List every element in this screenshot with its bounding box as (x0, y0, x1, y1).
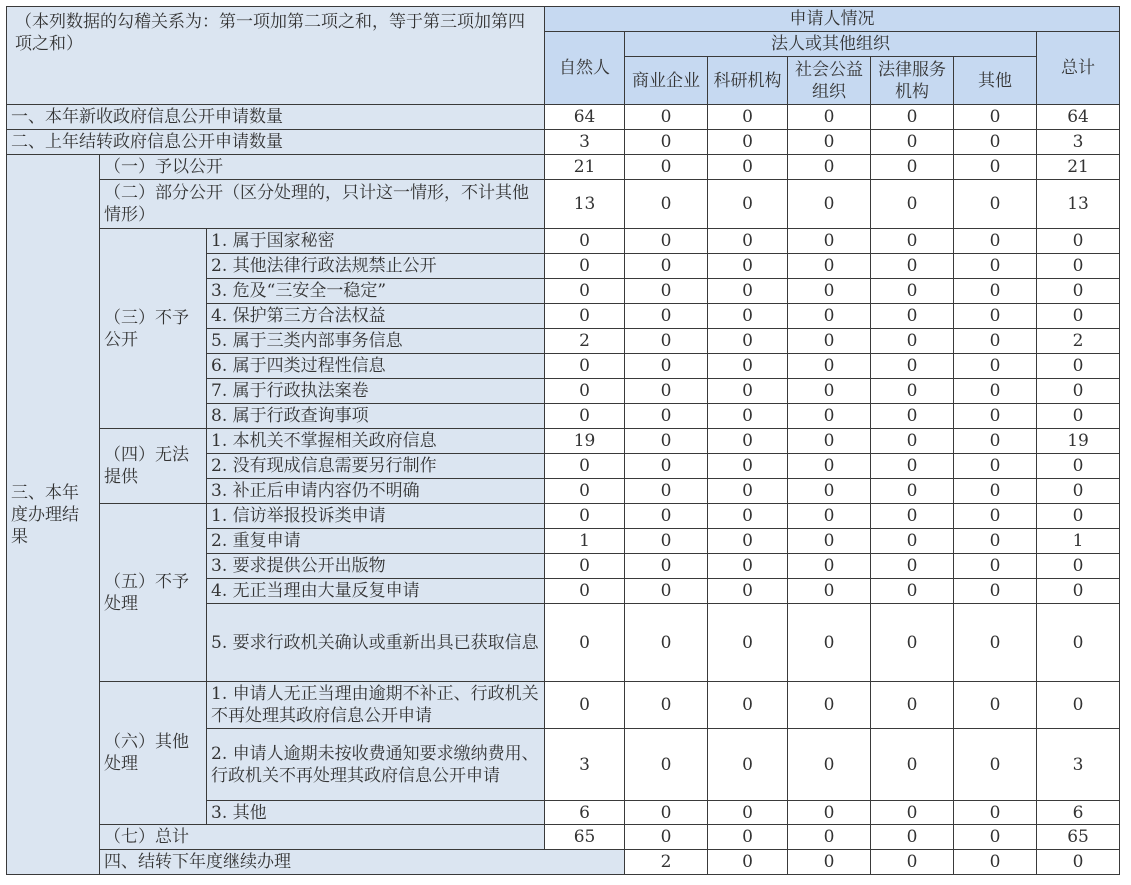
cell-value: 0 (708, 254, 788, 279)
cell-value: 0 (625, 579, 708, 604)
cell-value: 0 (871, 825, 954, 850)
cell-value: 0 (625, 155, 708, 180)
table-row (7, 155, 1120, 180)
cell-value: 0 (788, 279, 871, 304)
cell-value: 0 (625, 229, 708, 254)
item-label: 4. 保护第三方合法权益 (207, 304, 545, 329)
cell-value: 0 (954, 604, 1037, 682)
cell-value: 2 (545, 329, 625, 354)
cell-value: 0 (788, 850, 871, 875)
cell-value: 0 (545, 379, 625, 404)
cell-value: 0 (871, 729, 954, 801)
group-label: （三）不予公开 (100, 229, 207, 429)
cell-value: 13 (545, 180, 625, 229)
cell-value: 0 (625, 254, 708, 279)
applicant-header: 申请人情况 (545, 7, 1120, 32)
item-label: 1. 属于国家秘密 (207, 229, 545, 254)
cell-value: 0 (1037, 254, 1120, 279)
cell-value: 19 (545, 429, 625, 454)
cell-value: 0 (1037, 379, 1120, 404)
cell-value: 0 (625, 729, 708, 801)
cell-value: 0 (708, 105, 788, 130)
item-label: 7. 属于行政执法案卷 (207, 379, 545, 404)
cell-value: 0 (625, 279, 708, 304)
cell-value: 0 (871, 604, 954, 682)
cell-value: 0 (871, 279, 954, 304)
cell-value: 0 (954, 850, 1037, 875)
cell-value: 0 (708, 850, 788, 875)
cell-value: 6 (1037, 801, 1120, 825)
cell-value: 0 (788, 429, 871, 454)
cell-value: 0 (788, 404, 871, 429)
group-label: （六）其他处理 (100, 682, 207, 825)
natural-person-header: 自然人 (545, 32, 625, 105)
cell-value: 0 (788, 354, 871, 379)
row-label: （二）部分公开（区分处理的，只计这一情形，不计其他情形） (100, 180, 545, 229)
cell-value: 0 (708, 229, 788, 254)
row-label: （七）总计 (100, 825, 545, 850)
cell-value: 3 (545, 729, 625, 801)
section3-label: 三、本年度办理结果 (7, 155, 100, 875)
cell-value: 0 (1037, 504, 1120, 529)
cell-value: 0 (708, 379, 788, 404)
row-label: 一、本年新收政府信息公开申请数量 (7, 105, 545, 130)
cell-value: 0 (545, 454, 625, 479)
table-row (7, 180, 1120, 229)
cell-value: 0 (1037, 279, 1120, 304)
cell-value: 0 (954, 554, 1037, 579)
cell-value: 0 (708, 529, 788, 554)
item-label: 2. 重复申请 (207, 529, 545, 554)
cell-value: 0 (954, 229, 1037, 254)
cell-value: 0 (954, 354, 1037, 379)
cell-value: 0 (625, 604, 708, 682)
group-label: （四）无法提供 (100, 429, 207, 504)
cell-value: 0 (871, 304, 954, 329)
cell-value: 0 (954, 529, 1037, 554)
cell-value: 0 (708, 729, 788, 801)
cell-value: 0 (1037, 404, 1120, 429)
cell-value: 0 (625, 504, 708, 529)
cell-value: 3 (1037, 729, 1120, 801)
item-label: 8. 属于行政查询事项 (207, 404, 545, 429)
cell-value: 0 (708, 604, 788, 682)
cell-value: 0 (954, 155, 1037, 180)
item-label: 3. 补正后申请内容仍不明确 (207, 479, 545, 504)
cell-value: 0 (545, 354, 625, 379)
cell-value: 13 (1037, 180, 1120, 229)
cell-value: 0 (871, 105, 954, 130)
cell-value: 0 (545, 229, 625, 254)
cell-value: 0 (708, 579, 788, 604)
item-label: 5. 属于三类内部事务信息 (207, 329, 545, 354)
total-header: 总计 (1037, 32, 1120, 105)
cell-value: 0 (625, 682, 708, 729)
cell-value: 0 (788, 329, 871, 354)
cell-value: 0 (954, 729, 1037, 801)
cell-value: 0 (1037, 579, 1120, 604)
cell-value: 0 (625, 554, 708, 579)
cell-value: 0 (788, 504, 871, 529)
item-label: 2. 申请人逾期未按收费通知要求缴纳费用、行政机关不再处理其政府信息公开申请 (207, 729, 545, 801)
cell-value: 0 (788, 729, 871, 801)
cell-value: 0 (954, 379, 1037, 404)
table-row (7, 682, 1120, 729)
cell-value: 0 (1037, 479, 1120, 504)
cell-value: 0 (788, 529, 871, 554)
cell-value: 0 (1037, 850, 1120, 875)
cell-value: 1 (545, 529, 625, 554)
cell-value: 0 (871, 180, 954, 229)
item-label: 1. 信访举报投诉类申请 (207, 504, 545, 529)
cell-value: 0 (708, 404, 788, 429)
cell-value: 0 (954, 254, 1037, 279)
table-row (7, 229, 1120, 254)
cell-value: 0 (871, 404, 954, 429)
cell-value: 0 (954, 801, 1037, 825)
cell-value: 0 (954, 682, 1037, 729)
cell-value: 0 (708, 130, 788, 155)
cell-value: 3 (1037, 130, 1120, 155)
cell-value: 0 (625, 479, 708, 504)
cell-value: 0 (871, 850, 954, 875)
cell-value: 0 (1037, 454, 1120, 479)
cell-value: 0 (545, 604, 625, 682)
cell-value: 0 (954, 579, 1037, 604)
cell-value: 0 (788, 155, 871, 180)
cell-value: 0 (788, 801, 871, 825)
table-row (7, 130, 1120, 155)
legal-service-header: 法律服务机构 (871, 57, 954, 105)
cell-value: 0 (788, 130, 871, 155)
cell-value: 0 (625, 105, 708, 130)
cell-value: 0 (788, 554, 871, 579)
cell-value: 0 (788, 454, 871, 479)
government-info-disclosure-table (6, 6, 1120, 875)
cell-value: 0 (788, 180, 871, 229)
row-label: 二、上年结转政府信息公开申请数量 (7, 130, 545, 155)
cell-value: 0 (708, 825, 788, 850)
cell-value: 0 (708, 354, 788, 379)
cell-value: 0 (545, 479, 625, 504)
cell-value: 0 (788, 304, 871, 329)
cell-value: 0 (625, 825, 708, 850)
cell-value: 0 (708, 180, 788, 229)
cell-value: 65 (545, 825, 625, 850)
cell-value: 0 (871, 529, 954, 554)
item-label: 2. 没有现成信息需要另行制作 (207, 454, 545, 479)
cell-value: 0 (954, 279, 1037, 304)
cell-value: 0 (788, 254, 871, 279)
cell-value: 0 (708, 454, 788, 479)
row-label: 四、结转下年度继续办理 (100, 850, 625, 875)
cell-value: 0 (625, 329, 708, 354)
social-welfare-header: 社会公益组织 (788, 57, 871, 105)
cell-value: 0 (954, 130, 1037, 155)
cell-value: 0 (625, 180, 708, 229)
cell-value: 0 (625, 404, 708, 429)
cell-value: 3 (545, 130, 625, 155)
item-label: 1. 本机关不掌握相关政府信息 (207, 429, 545, 454)
cell-value: 0 (545, 504, 625, 529)
cell-value: 0 (788, 479, 871, 504)
cell-value: 0 (625, 379, 708, 404)
cell-value: 0 (545, 279, 625, 304)
cell-value: 0 (625, 354, 708, 379)
cell-value: 0 (625, 130, 708, 155)
cell-value: 0 (625, 304, 708, 329)
cell-value: 0 (708, 479, 788, 504)
cell-value: 0 (871, 155, 954, 180)
cell-value: 0 (871, 130, 954, 155)
cell-value: 0 (625, 529, 708, 554)
cell-value: 0 (871, 554, 954, 579)
cell-value: 0 (625, 454, 708, 479)
cell-value: 19 (1037, 429, 1120, 454)
table-row (7, 504, 1120, 529)
item-label: 4. 无正当理由大量反复申请 (207, 579, 545, 604)
cell-value: 0 (1037, 604, 1120, 682)
cell-value: 0 (1037, 682, 1120, 729)
table-row (7, 850, 1120, 875)
row-label: （一）予以公开 (100, 155, 545, 180)
cell-value: 6 (545, 801, 625, 825)
cell-value: 0 (1037, 229, 1120, 254)
legal-entity-group-header: 法人或其他组织 (625, 32, 1037, 57)
cell-value: 2 (1037, 329, 1120, 354)
cell-value: 0 (954, 329, 1037, 354)
cell-value: 0 (545, 682, 625, 729)
item-label: 6. 属于四类过程性信息 (207, 354, 545, 379)
cell-value: 2 (625, 850, 708, 875)
item-label: 3. 危及“三安全一稳定” (207, 279, 545, 304)
cell-value: 0 (708, 429, 788, 454)
cell-value: 1 (1037, 529, 1120, 554)
cell-value: 0 (708, 682, 788, 729)
cell-value: 0 (1037, 554, 1120, 579)
cell-value: 0 (871, 479, 954, 504)
cell-value: 0 (708, 329, 788, 354)
cell-value: 64 (545, 105, 625, 130)
cell-value: 0 (545, 554, 625, 579)
cell-value: 0 (871, 682, 954, 729)
cell-value: 0 (545, 404, 625, 429)
cell-value: 0 (788, 604, 871, 682)
cell-value: 0 (871, 254, 954, 279)
cell-value: 0 (708, 801, 788, 825)
item-label: 2. 其他法律行政法规禁止公开 (207, 254, 545, 279)
other-org-header: 其他 (954, 57, 1037, 105)
cell-value: 0 (625, 429, 708, 454)
cell-value: 65 (1037, 825, 1120, 850)
cell-value: 0 (954, 504, 1037, 529)
cell-value: 0 (954, 105, 1037, 130)
cell-value: 0 (871, 379, 954, 404)
cell-value: 0 (708, 504, 788, 529)
cell-value: 0 (954, 454, 1037, 479)
table-row (7, 429, 1120, 454)
cell-value: 0 (788, 579, 871, 604)
table-row (7, 825, 1120, 850)
cell-value: 0 (788, 105, 871, 130)
cell-value: 0 (545, 304, 625, 329)
cell-value: 21 (1037, 155, 1120, 180)
cell-value: 0 (954, 429, 1037, 454)
cell-value: 0 (871, 229, 954, 254)
table-row (7, 105, 1120, 130)
cell-value: 0 (788, 825, 871, 850)
cell-value: 21 (545, 155, 625, 180)
item-label: 3. 要求提供公开出版物 (207, 554, 545, 579)
cell-value: 0 (708, 554, 788, 579)
cell-value: 0 (871, 504, 954, 529)
cell-value: 0 (545, 254, 625, 279)
cell-value: 0 (708, 279, 788, 304)
cell-value: 0 (954, 479, 1037, 504)
cell-value: 0 (1037, 354, 1120, 379)
item-label: 3. 其他 (207, 801, 545, 825)
group-label: （五）不予处理 (100, 504, 207, 682)
research-header: 科研机构 (708, 57, 788, 105)
cell-value: 0 (708, 155, 788, 180)
cell-value: 0 (788, 379, 871, 404)
cell-value: 0 (954, 304, 1037, 329)
relation-note: （本列数据的勾稽关系为：第一项加第二项之和，等于第三项加第四项之和） (7, 7, 545, 105)
cell-value: 0 (871, 454, 954, 479)
cell-value: 0 (545, 579, 625, 604)
cell-value: 0 (788, 229, 871, 254)
cell-value: 0 (871, 354, 954, 379)
cell-value: 0 (871, 329, 954, 354)
cell-value: 0 (954, 180, 1037, 229)
cell-value: 0 (788, 682, 871, 729)
cell-value: 0 (871, 429, 954, 454)
cell-value: 0 (625, 801, 708, 825)
cell-value: 64 (1037, 105, 1120, 130)
cell-value: 0 (1037, 304, 1120, 329)
cell-value: 0 (708, 304, 788, 329)
cell-value: 0 (871, 579, 954, 604)
cell-value: 0 (954, 825, 1037, 850)
cell-value: 0 (871, 801, 954, 825)
business-header: 商业企业 (625, 57, 708, 105)
item-label: 5. 要求行政机关确认或重新出具已获取信息 (207, 604, 545, 682)
item-label: 1. 申请人无正当理由逾期不补正、行政机关不再处理其政府信息公开申请 (207, 682, 545, 729)
cell-value: 0 (954, 404, 1037, 429)
